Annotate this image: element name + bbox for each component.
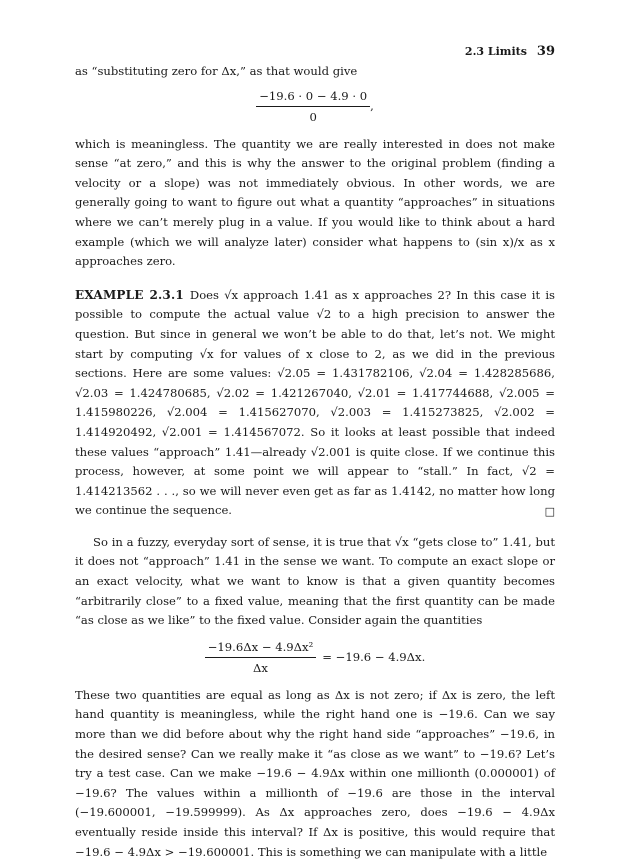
running-head: [465, 44, 555, 59]
page-number: 39: [536, 44, 555, 59]
paragraph-meaningless: which is meaningless. The quantity we are really interested in does not make sense “at zero,” and this is why the answer to the original problem (finding a velocity or a slope) was not immediately obvious. In other words, we are generally going to want to figure out what a quantity “approaches” in situations where we can’t merely plug in a value. If you would like to think about a hard example (which we will analyze later) consider what happens to (sin x)/x as x approaches zero.: [75, 136, 555, 269]
display-equation-1: [75, 88, 555, 125]
page-body: [75, 44, 555, 862]
paragraph-intro: as “substituting zero for Δx,” as that would give: [75, 64, 358, 78]
fraction-numerator: −19.6Δx − 4.9Δx²: [205, 639, 317, 658]
fraction-denominator: 0: [309, 109, 317, 124]
fraction-denominator: Δx: [253, 660, 268, 675]
fraction-2: [205, 639, 317, 676]
display-equation-2: [75, 639, 555, 676]
section-title: 2.3 Limits: [464, 45, 527, 58]
example-label: EXAMPLE 2.3.1: [75, 287, 184, 302]
paragraph-equal-quantities: These two quantities are equal as long as Δx is not zero; if Δx is zero, the left hand quantity is meaningless, while the right hand one is −19.6. Can we say more than we did before about why the right hand side “approaches” −19.6, in the desired sense? Can we really make it “as close as we want” to −19.6? Let’s try a test case. Can we make −19.6 − 4.9Δx within one millionth (0.000001) of −19.6? The values within a millionth of −19.6 are those in the interval (−19.600001, −19.599999). As Δx approaches zero, does −19.6 − 4.9Δx eventually reside inside this interval? If Δx is positive, this would require that −19.6 − 4.9Δx > −19.600001. This is something we can manipulate with a little: [75, 687, 555, 859]
example-text: Does √x approach 1.41 as x approaches 2? In this case it is possible to compute the actual value √2 to a high precision to answer the question. But since in general we won’t be able to do that, let’s not. We might start by computing √x for values of x close to 2, as we did in the previous sections. Here are some values: √2.05 = 1.431782106, √2.04 = 1.428285686, √2.03 = 1.424780685, √2.02 = 1.421267040, √2.01 = 1.417744688, √2.005 = 1.415980226, √2.004 = 1.415627070, √2.003 = 1.415273825, √2.002 = 1.414920492, √2.001 = 1.414567072. So it looks at least possible that indeed these values “approach” 1.41—already √2.001 is quite close. If we continue this process, however, at some point we will appear to “stall.” In fact, √2 = 1.414213562 . . ., so we will never even get as far as 1.4142, no matter how long we continue the sequence.: [75, 287, 555, 518]
equation-rhs: = −19.6 − 4.9Δx.: [322, 650, 426, 665]
example-block: [75, 286, 555, 521]
fraction-1: [256, 88, 370, 125]
qed-symbol: □: [544, 505, 555, 519]
equation-punctuation: ,: [370, 99, 374, 114]
paragraph-fuzzy-sense: So in a fuzzy, everyday sort of sense, it is true that √x “gets close to” 1.41, but it does not “approach” 1.41 in the sense we want. To compute an exact slope or an exact velocity, what we want to know is that a given quantity becomes “arbitrarily close” to a fixed value, meaning that the first quantity can be made “as close as we like” to the fixed value. Consider again the quantities: [75, 534, 555, 628]
fraction-numerator: −19.6 · 0 − 4.9 · 0: [256, 88, 370, 107]
